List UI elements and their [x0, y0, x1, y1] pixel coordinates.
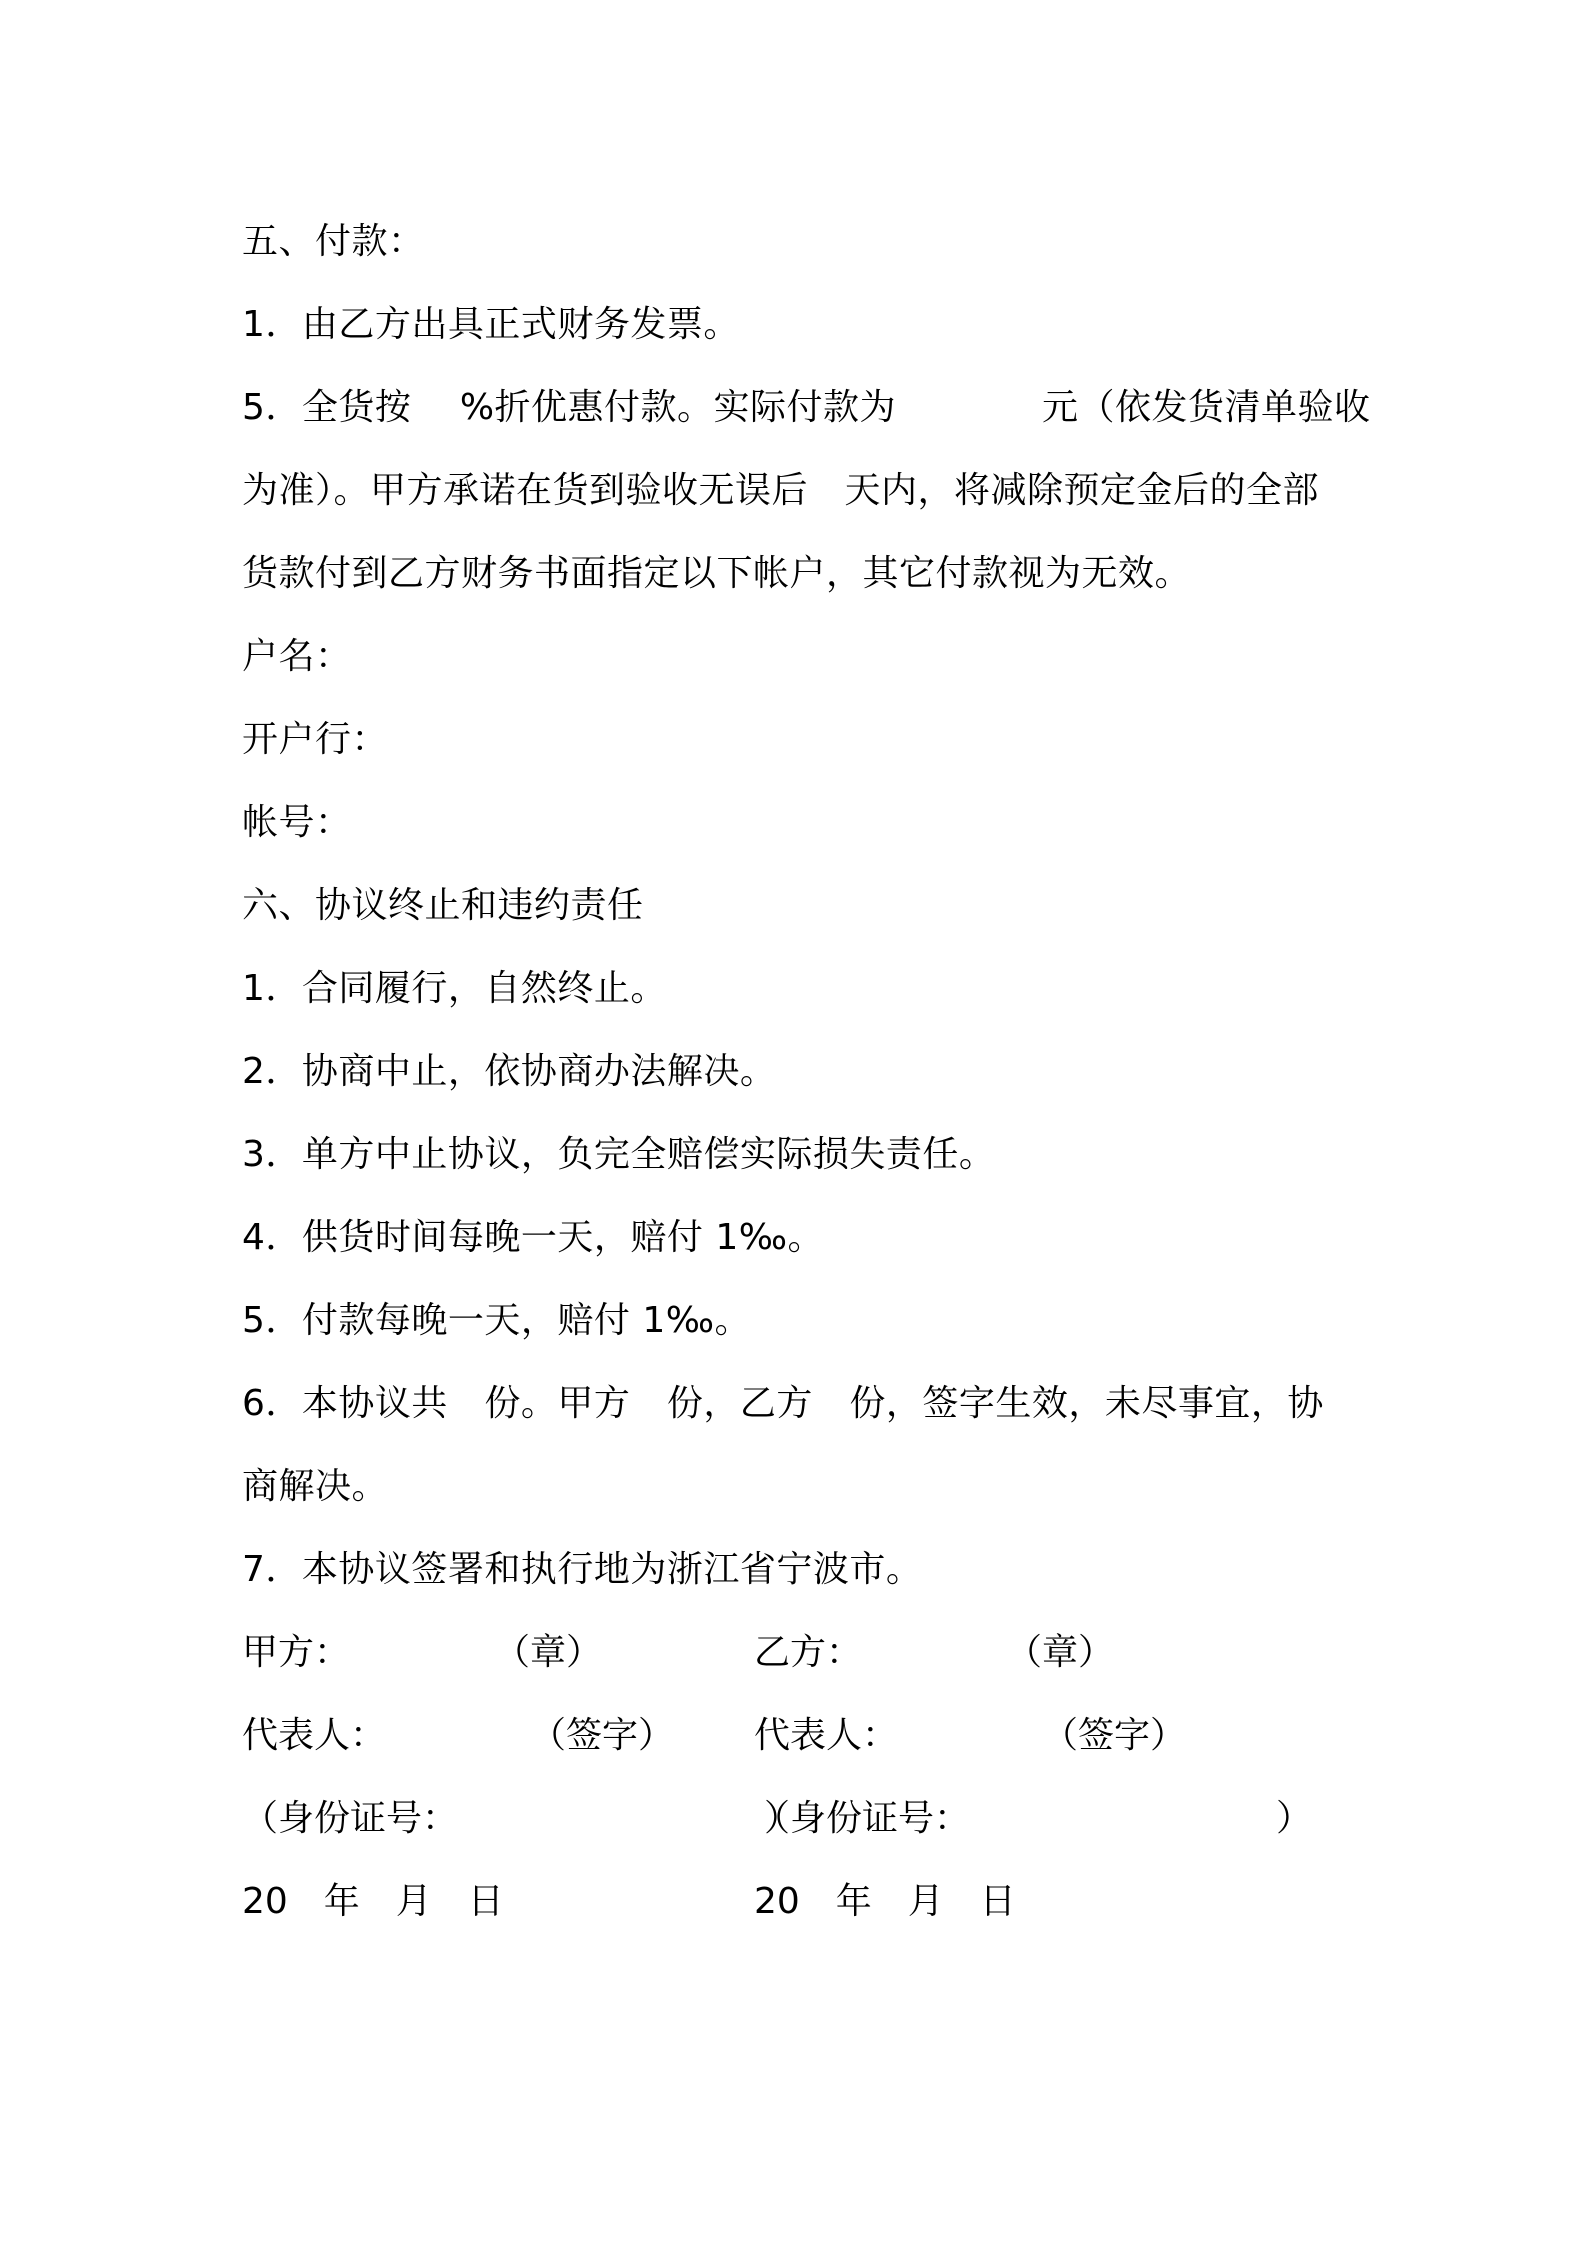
- termination-clause-5: 5．付款每晚一天，赔付 1‰。: [242, 1300, 752, 1341]
- party-a-seal: 甲方： （章）: [242, 1632, 603, 1673]
- party-b-seal: 乙方： （章）: [754, 1632, 1115, 1673]
- termination-clause-3: 3．单方中止协议，负完全赔偿实际损失责任。: [242, 1134, 996, 1175]
- payment-clause-5-cont-1: 为准）。甲方承诺在货到验收无误后 天内，将减除预定金后的全部: [242, 470, 1320, 511]
- termination-clause-6: 6．本协议共 份。甲方 份，乙方 份，签字生效，未尽事宜，协: [242, 1383, 1324, 1424]
- party-a-representative: 代表人： （签字）: [242, 1715, 675, 1756]
- document-body: [242, 200, 1371, 1943]
- signature-row-date: [242, 1860, 1362, 1943]
- party-b-date: 20 年 月 日: [754, 1881, 1016, 1922]
- party-a-date: 20 年 月 日: [242, 1881, 504, 1922]
- signature-row-representative: [242, 1694, 1362, 1777]
- bank-label: 开户行：: [242, 719, 389, 760]
- payment-clause-1: 1．由乙方出具正式财务发票。: [242, 304, 740, 345]
- termination-clause-6-cont: 商解决。: [242, 1466, 389, 1507]
- signature-row-id: [242, 1777, 1362, 1860]
- termination-clause-2: 2．协商中止，依协商办法解决。: [242, 1051, 777, 1092]
- termination-clause-1: 1．合同履行，自然终止。: [242, 968, 667, 1009]
- termination-clause-7: 7．本协议签署和执行地为浙江省宁波市。: [242, 1549, 923, 1590]
- party-a-id-number: （身份证号： ）: [242, 1798, 801, 1839]
- party-b-representative: 代表人： （签字）: [754, 1715, 1187, 1756]
- account-number-label: 帐号：: [242, 802, 352, 843]
- account-name-label: 户名：: [242, 636, 352, 677]
- signature-row-seal: [242, 1611, 1362, 1694]
- section-heading-termination: 六、协议终止和违约责任: [242, 885, 644, 926]
- party-b-id-number: （身份证号： ）: [754, 1798, 1313, 1839]
- termination-clause-4: 4．供货时间每晚一天，赔付 1‰。: [242, 1217, 825, 1258]
- payment-clause-5-cont-2: 货款付到乙方财务书面指定以下帐户，其它付款视为无效。: [242, 553, 1192, 594]
- section-heading-payment: 五、付款：: [242, 221, 425, 262]
- payment-clause-5: 5．全货按 %折优惠付款。实际付款为 元（依发货清单验收: [242, 387, 1371, 428]
